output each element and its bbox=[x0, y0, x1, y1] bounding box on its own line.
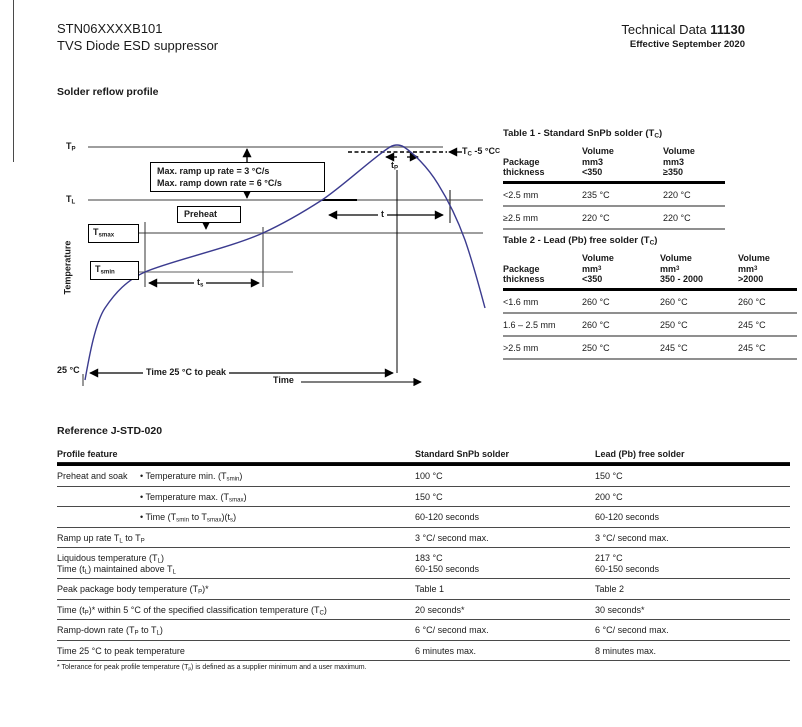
tsmax-box: $T_{smax}$ bbox=[88, 224, 139, 243]
table2 bbox=[503, 235, 797, 360]
footnote: * Tolerance for peak profile temperature $(T_p)$ is defined as a supplier minimum and a user maximum. bbox=[57, 664, 367, 673]
header-right bbox=[621, 22, 745, 50]
table1 bbox=[503, 128, 725, 230]
page-edge-line bbox=[13, 0, 14, 162]
table-row: 1.6 – 2.5 mm 260 °C 250 °C 245 °C bbox=[503, 314, 797, 337]
feature-detail: Ramp-down rate ($T_P$ to $T_L$) bbox=[57, 620, 415, 641]
table-row: <2.5 mm 235 °C 220 °C bbox=[503, 184, 725, 207]
table-row: • Temperature max. $(T_{smax})$ 150 °C 200 °C bbox=[57, 487, 790, 508]
feature-detail: Time $(t_P)*$ within 5 °C of the specified classification temperature $(T_C)$ bbox=[57, 600, 415, 621]
reference-header: Lead (Pb) free solder bbox=[595, 449, 790, 463]
start-temp-label: 25 °C bbox=[57, 365, 80, 375]
reference-header: Profile feature bbox=[57, 449, 415, 463]
table-row: Peak package body temperature $(T_P)*$ Table 1 Table 2 bbox=[57, 579, 790, 600]
table-row: Time $(t_P)*$ within 5 °C of the specified classification temperature $(T_C)$ 20 seconds* 30 seconds* bbox=[57, 600, 790, 621]
effective-date: Effective September 2020 bbox=[629, 39, 745, 50]
feature-detail: • Temperature min. $(T_{smin})$ bbox=[140, 471, 243, 483]
table-row: >2.5 mm 250 °C 245 °C 245 °C bbox=[503, 337, 797, 360]
table1-title: Table 1 - Standard SnPb solder $(T_C)$ bbox=[503, 128, 663, 140]
reference-table bbox=[57, 449, 790, 661]
table-row: Preheat and soak • Temperature min. $(T_{smin})$ 100 °C 150 °C bbox=[57, 463, 790, 487]
table-row: ≥2.5 mm 220 °C 220 °C bbox=[503, 207, 725, 230]
table1-header: Package thickness bbox=[503, 146, 582, 184]
feature-group: Preheat and soak bbox=[57, 471, 128, 481]
table2-header: Volume $mm^3$ 350 - 2000 bbox=[660, 253, 738, 291]
header-left bbox=[57, 20, 218, 54]
table2-header: Volume $mm^3$ <350 bbox=[582, 253, 660, 291]
tsmin-box: $T_{smin}$ bbox=[90, 261, 139, 280]
feature-detail: • Temperature max. $(T_{smax})$ bbox=[140, 491, 247, 504]
ts-label: $t_s$ bbox=[194, 277, 206, 288]
table-row: <1.6 mm 260 °C 260 °C 260 °C bbox=[503, 291, 797, 314]
table-row: Ramp up rate $T_L$ to $T_P$ 3 °C/ second max. 3 °C/ second max. bbox=[57, 528, 790, 549]
ramp-rate-box bbox=[150, 162, 325, 192]
t-label: t bbox=[378, 209, 387, 220]
feature-detail: Time 25 °C to peak temperature bbox=[57, 641, 415, 662]
reference-grid bbox=[57, 449, 790, 661]
feature-detail: Liquidous temperature $(T_L)$ Time $(t_L)$ maintained above $T_L$ bbox=[57, 548, 415, 579]
table-row: Liquidous temperature $(T_L)$ Time $(t_L)$ maintained above $T_L$ 183 °C 60-150 seconds 217 °C 60-150 seconds bbox=[57, 548, 790, 579]
tc-minus5-label: $T_C$ -5 °C bbox=[462, 146, 496, 158]
table2-grid bbox=[503, 253, 797, 360]
feature-detail: • Time ($T_{smin}$ to $T_{smax})(t_s)$ bbox=[140, 512, 237, 524]
table1-header: Volume mm3 ≥350 bbox=[663, 146, 725, 184]
doc-number: 11130 bbox=[710, 22, 745, 37]
product-name: TVS Diode ESD suppressor bbox=[57, 38, 219, 53]
reference-title: Reference J-STD-020 bbox=[57, 425, 163, 437]
table1-stray-subscript: C bbox=[495, 148, 501, 155]
table-row: • Time ($T_{smin}$ to $T_{smax})(t_s)$ 60-120 seconds 60-120 seconds bbox=[57, 507, 790, 528]
table-row: Ramp-down rate ($T_P$ to $T_L$) 6 °C/ second max. 6 °C/ second max. bbox=[57, 620, 790, 641]
table2-header: Package thickness bbox=[503, 253, 582, 291]
time-to-peak-label: Time 25 °C to peak bbox=[143, 367, 229, 378]
table-row: Time 25 °C to peak temperature 6 minutes max. 8 minutes max. bbox=[57, 641, 790, 662]
tp-time-label: $t_P$ bbox=[391, 160, 399, 172]
y-axis-label: Temperature bbox=[62, 240, 73, 295]
ramp-up-note: Max. ramp up rate = 3 °C/s bbox=[157, 166, 270, 176]
doc-title: Technical Data 11130 bbox=[621, 22, 745, 37]
feature-detail: Peak package body temperature $(T_P)*$ bbox=[57, 579, 415, 600]
reflow-profile-diagram bbox=[55, 118, 525, 410]
tp-label: $T_P$ bbox=[66, 141, 76, 153]
table2-header: Volume $mm^3$ >2000 bbox=[738, 253, 797, 291]
tl-label: $T_L$ bbox=[66, 194, 76, 206]
x-axis-label: Time bbox=[273, 375, 294, 385]
feature-detail: Ramp up rate $T_L$ to $T_P$ bbox=[57, 528, 415, 549]
table1-grid bbox=[503, 146, 725, 230]
preheat-box: Preheat bbox=[177, 206, 241, 223]
reference-header: Standard SnPb solder bbox=[415, 449, 595, 463]
section-title: Solder reflow profile bbox=[57, 86, 159, 98]
table1-header: Volume mm3 <350 bbox=[582, 146, 663, 184]
table2-title: Table 2 - Lead (Pb) free solder $(T_C)$ bbox=[503, 235, 658, 247]
ramp-down-note: Max. ramp down rate = 6 °C/s bbox=[157, 178, 282, 188]
part-number: STN06XXXXB101 bbox=[57, 21, 163, 36]
